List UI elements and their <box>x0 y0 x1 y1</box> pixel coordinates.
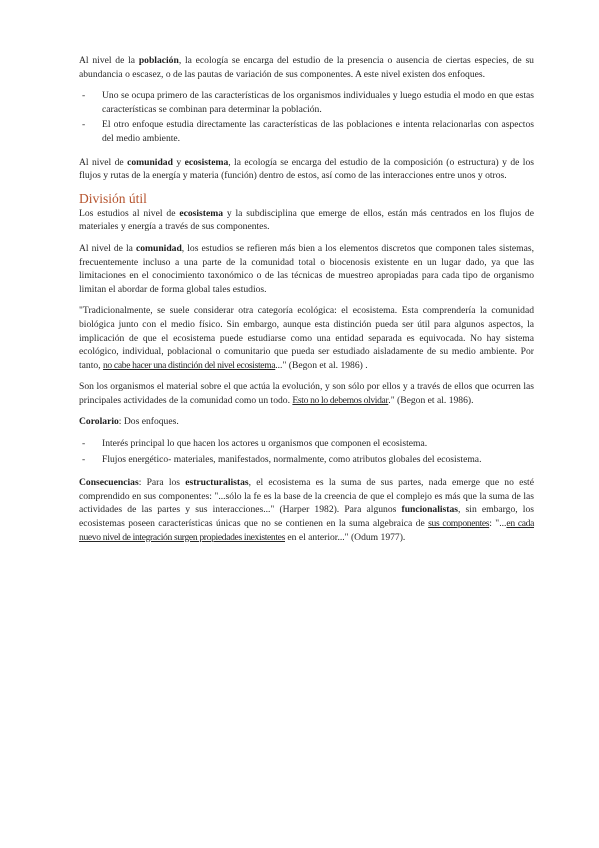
text: Son los organismos el material sobre el que actúa la evolución, y son sólo por ellos y a través de ellos que ocurren las principales actividades de la comunidad como un todo. <box>79 381 534 406</box>
text: , la ecología se encarga del estudio de la presencia o ausencia de ciertas especies, de su abundancia o escasez, o de las pautas de variación de sus componentes. A este nivel existen dos enfoques. <box>79 55 534 80</box>
dash-bullet: - <box>82 90 86 102</box>
text: y la subdisciplina que emerge de ellos, están más centrados en los flujos de materiales y energía a través de sus componentes. <box>79 207 534 233</box>
list-enfoques <box>79 89 534 145</box>
bold-term: ecosistema <box>179 207 223 219</box>
text: en el anterior..." (Odum 1977). <box>284 531 406 543</box>
text: Los estudios al nivel de <box>79 207 180 219</box>
bold-term: población <box>138 55 179 66</box>
bold-term: funcionalistas <box>401 504 459 516</box>
list-item <box>79 118 534 145</box>
paragraph-quote-begon <box>79 304 534 372</box>
list-item-text: El otro enfoque estudia directamente las características de las poblaciones e intenta relacionarlas con aspectos del medio ambiente. <box>102 119 534 144</box>
paragraph-ecosistema-estudios <box>79 207 534 234</box>
underlined-text: no cabe hacer una distinción del nivel ecosistema <box>102 359 276 371</box>
text: Al nivel de <box>79 156 128 168</box>
dash-bullet: - <box>82 119 86 131</box>
underlined-text: en cada nuevo nivel de integración surgen propiedades inexistentes <box>79 518 534 543</box>
text: : "... <box>489 518 507 530</box>
paragraph-comunidad-estudios <box>79 242 534 296</box>
list-item-text: Uno se ocupa primero de las características de los organismos individuales y luego estudia el modo en que estas características se combinan para determinar la población. <box>102 90 534 115</box>
text: , sin embargo, los ecosistemas poseen características únicas que no se contienen en la suma algebraica de <box>79 504 534 530</box>
text: , el ecosistema es la suma de sus partes, nada emerge que no esté comprendido en sus componentes: "...sólo la fe es la base de la creencia de que el complejo es más que la suma de las actividades de las partes y sus interacciones..." (Harper 1982). Para algunos <box>79 477 534 516</box>
list-item-text: Flujos energético- materiales, manifestados, normalmente, como atributos globales del ecosistema. <box>102 453 482 465</box>
paragraph-corolario <box>79 415 534 429</box>
text: ." (Begon et al. 1986). <box>388 394 474 406</box>
text: : Dos enfoques. <box>118 416 179 428</box>
text: , la ecología se encarga del estudio de la composición (o estructura) y de los flujos y rutas de la energía y materia (función) dentro de estos, así como de las interacciones entre unos y otros. <box>79 156 534 182</box>
bold-term: Consecuencias <box>79 477 139 489</box>
text: : Para los <box>138 477 186 489</box>
text: , los estudios se refieren más bien a los elementos discretos que componen tales sistemas, frecuentemente incluso a una parte de la comunidad total o biocenosis existente en un lugar dado, ya que las limitaciones en el conocimiento taxonómico o de las técnicas de muestreo apropiadas para cada tipo de organismo limitan el abordar de forma global tales estudios. <box>79 242 534 295</box>
bold-term: Corolario <box>79 416 119 428</box>
underlined-text: Esto no lo debemos olvidar <box>292 394 389 406</box>
paragraph-poblacion <box>79 54 534 81</box>
text: "Tradicionalmente, se suele considerar otra categoría ecológica: el ecosistema. Esta comprendería la comunidad biológica junto con el medio físico. Sin embargo, aunque esta distinción pueda ser útil para algunos aspectos, la implicación de que el ecosistema puede estudiarse como una entidad separada es equivocada. No hay sistema ecológico, individual, poblacional o comunitario que pueda ser estudiado aisladamente de su medio ambiente. Por tanto, <box>79 305 534 371</box>
dash-bullet: - <box>82 453 86 465</box>
list-item-text: Interés principal lo que hacen los actores u organismos que componen el ecosistema. <box>102 438 428 450</box>
dash-bullet: - <box>82 438 86 450</box>
paragraph-consecuencias <box>79 476 534 544</box>
text: Al nivel de la <box>79 242 136 254</box>
text: ..." (Begon et al. 1986) . <box>275 359 368 371</box>
underlined-text: sus componentes <box>428 518 490 530</box>
bold-term: estructuralistas <box>185 477 249 489</box>
list-item <box>79 437 534 451</box>
text: y <box>172 156 185 168</box>
bold-term: comunidad <box>127 156 173 168</box>
text: Al nivel de la <box>79 55 139 66</box>
list-corolario <box>79 437 534 466</box>
document-body <box>79 54 534 552</box>
paragraph-evolucion <box>79 380 534 407</box>
list-item <box>79 453 534 467</box>
bold-term: comunidad <box>135 242 182 254</box>
bold-term: ecosistema <box>184 156 229 168</box>
list-item <box>79 89 534 116</box>
paragraph-comunidad-ecosistema <box>79 156 534 183</box>
section-heading: División útil <box>79 190 147 206</box>
